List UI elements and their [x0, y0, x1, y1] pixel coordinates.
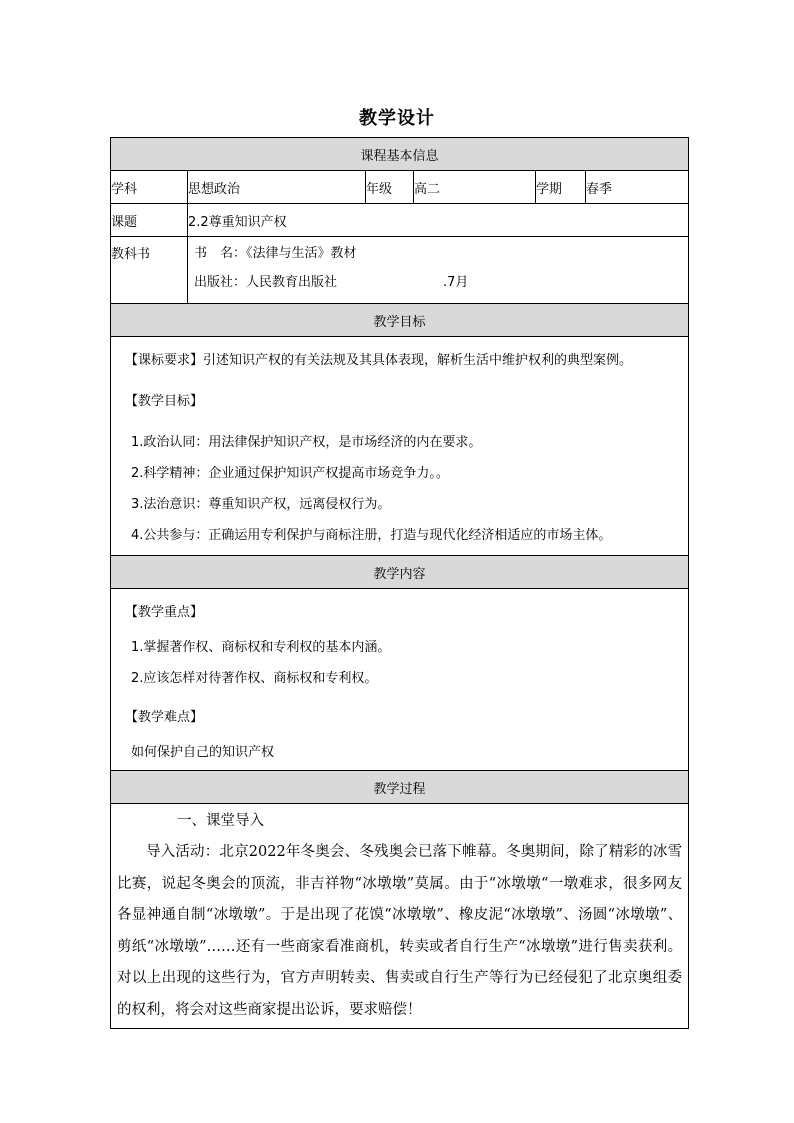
- objectives-header-row: [111, 304, 689, 337]
- intro-heading: 一、课堂导入: [177, 813, 264, 829]
- standard-text: 引述知识产权的有关法规及其具体表现，解析生活中维护权利的典型案例。: [203, 353, 633, 368]
- publisher-text: 出版社：人民教育出版社: [194, 275, 338, 290]
- goal-item: 2.科学精神：企业通过保护知识产权提高市场竞争力。。: [131, 466, 449, 481]
- term-label: 学期: [536, 171, 586, 204]
- goal-item: 3.法治意识：尊重知识产权，远离侵权行为。: [131, 497, 391, 512]
- textbook-label: 教科书: [111, 237, 188, 304]
- goal-item: 1.政治认同：用法律保护知识产权，是市场经济的内在要求。: [131, 435, 482, 450]
- publish-month: .7月: [443, 275, 469, 290]
- lesson-plan-table: [110, 137, 689, 1029]
- content-body: [111, 589, 689, 771]
- document-title: 教学设计: [359, 108, 435, 129]
- standard-requirement: [111, 345, 688, 376]
- process-body: [111, 804, 689, 1029]
- textbook-row: [111, 237, 689, 304]
- grade-label: 年级: [366, 171, 414, 204]
- term-value: 春季: [586, 171, 689, 204]
- subject-row: [111, 171, 689, 204]
- grade-value: 高二: [414, 171, 536, 204]
- basic-info-header-row: [111, 138, 689, 171]
- publisher-line: [194, 268, 682, 297]
- content-header: 教学内容: [111, 556, 689, 589]
- process-header-row: [111, 771, 689, 804]
- key-points-tag: 【教学重点】: [125, 605, 204, 620]
- process-body-row: [111, 804, 689, 1029]
- difficult-points-tag: 【教学难点】: [125, 710, 204, 725]
- topic-label: 课题: [111, 204, 188, 237]
- textbook-details: [188, 237, 689, 304]
- topic-row: [111, 204, 689, 237]
- objectives-header: 教学目标: [111, 304, 689, 337]
- objectives-body: [111, 337, 689, 556]
- key-point-item: 1.掌握著作权、商标权和专利权的基本内涵。: [131, 640, 391, 655]
- intro-paragraph: 导入活动：北京2022年冬奥会、冬残奥会已落下帷幕。冬奥期间，除了精彩的冰雪比赛，说起冬奥会的顶流，非吉祥物“冰墩墩”莫属。由于“冰墩墩“一墩难求，很多网友各显神通自制“冰墩墩”。于是出现了花馍“冰墩墩”、橡皮泥“冰墩墩”、汤圆“冰墩墩”、剪纸“冰墩墩”……还有一些商家看准商机，转卖或者自行生产“冰墩墩”进行售卖获利。对以上出现的这些行为，官方声明转卖、售卖或自行生产等行为已经侵犯了北京奥组委的权利，将会对这些商家提出讼诉，要求赔偿！: [117, 844, 683, 1018]
- process-header: 教学过程: [111, 771, 689, 804]
- goal-item: 4.公共参与：正确运用专利保护与商标注册，打造与现代化经济相适应的市场主体。: [131, 528, 612, 543]
- subject-label: 学科: [111, 171, 188, 204]
- book-name-line: 书 名：《法律与生活》教材: [194, 246, 357, 261]
- basic-info-header: 课程基本信息: [111, 138, 689, 171]
- key-point-item: 2.应该怎样对待著作权、商标权和专利权。: [131, 671, 378, 686]
- goals-tag: 【教学目标】: [125, 394, 204, 409]
- difficult-point-text: 如何保护自己的知识产权: [131, 745, 275, 760]
- topic-value: 2.2尊重知识产权: [188, 204, 689, 237]
- standard-tag: 【课标要求】: [125, 353, 204, 368]
- objectives-body-row: [111, 337, 689, 556]
- content-header-row: [111, 556, 689, 589]
- subject-value: 思想政治: [188, 171, 366, 204]
- content-body-row: [111, 589, 689, 771]
